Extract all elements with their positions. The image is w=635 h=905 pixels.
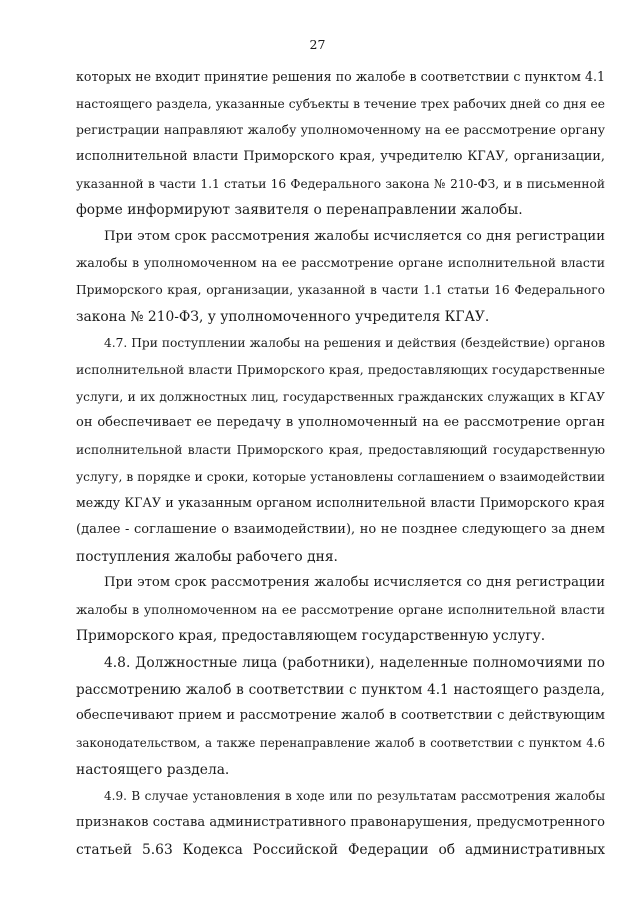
text-line: жалобы в уполномоченном на ее рассмотрение органе исполнительной власти xyxy=(76,255,605,271)
text-line: услугу, в порядке и сроки, которые установлены соглашением о взаимодействии xyxy=(76,469,605,484)
text-line: исполнительной власти Приморского края, предоставляющий государственную xyxy=(76,442,605,457)
text-line: исполнительной власти Приморского края, учредителю КГАУ, организации, xyxy=(76,148,605,164)
text-line: жалобы в уполномоченном на ее рассмотрение органе исполнительной власти xyxy=(76,601,605,617)
text-line: указанной в части 1.1 статьи 16 Федерального закона № 210-ФЗ, и в письменной xyxy=(76,176,605,191)
text-line: регистрации направляют жалобу уполномоченному на ее рассмотрение органу xyxy=(76,122,605,138)
text-line: форме информируют заявителя о перенаправлении жалобы. xyxy=(76,202,523,219)
text-line: услуги, и их должностных лиц, государственных гражданских служащих в КГАУ xyxy=(76,389,605,404)
text-line: между КГАУ и указанным органом исполнительной власти Приморского края xyxy=(76,495,605,511)
text-line: которых не входит принятие решения по жалобе в соответствии с пунктом 4.1 xyxy=(76,69,605,84)
text-line: 4.7. При поступлении жалобы на решения и действия (бездействие) органов xyxy=(104,336,605,351)
text-line: законодательством, а также перенаправление жалоб в соответствии с пунктом 4.6 xyxy=(76,736,605,751)
text-line: 4.8. Должностные лица (работники), наделенные полномочиями по xyxy=(104,655,605,672)
text-line: рассмотрению жалоб в соответствии с пунктом 4.1 настоящего раздела, xyxy=(76,681,605,698)
text-line: 4.9. В случае установления в ходе или по результатам рассмотрения жалобы xyxy=(104,789,605,804)
text-line: При этом срок рассмотрения жалобы исчисляется со дня регистрации xyxy=(104,575,605,591)
text-line: признаков состава административного правонарушения, предусмотренного xyxy=(76,814,605,830)
text-line: статьей 5.63 Кодекса Российской Федерации об административных xyxy=(76,841,605,858)
text-line: он обеспечивает ее передачу в уполномоченный на ее рассмотрение орган xyxy=(76,415,605,431)
text-line: При этом срок рассмотрения жалобы исчисляется со дня регистрации xyxy=(104,228,605,244)
text-line: настоящего раздела, указанные субъекты в течение трех рабочих дней со дня ее xyxy=(76,96,605,111)
text-line: Приморского края, организации, указанной в части 1.1 статьи 16 Федерального xyxy=(76,283,605,298)
text-line: закона № 210-ФЗ, у уполномоченного учредителя КГАУ. xyxy=(76,308,490,325)
text-line: настоящего раздела. xyxy=(76,761,230,778)
text-line: Приморского края, предоставляющем государственную услугу. xyxy=(76,628,546,645)
page-number: 27 xyxy=(309,37,326,52)
text-line: исполнительной власти Приморского края, предоставляющих государственные xyxy=(76,362,605,378)
text-line: обеспечивают прием и рассмотрение жалоб в соответствии с действующим xyxy=(76,708,605,724)
text-line: поступления жалобы рабочего дня. xyxy=(76,548,338,565)
text-line: (далее - соглашение о взаимодействии), но не позднее следующего за днем xyxy=(76,521,605,537)
document-body xyxy=(76,64,605,863)
